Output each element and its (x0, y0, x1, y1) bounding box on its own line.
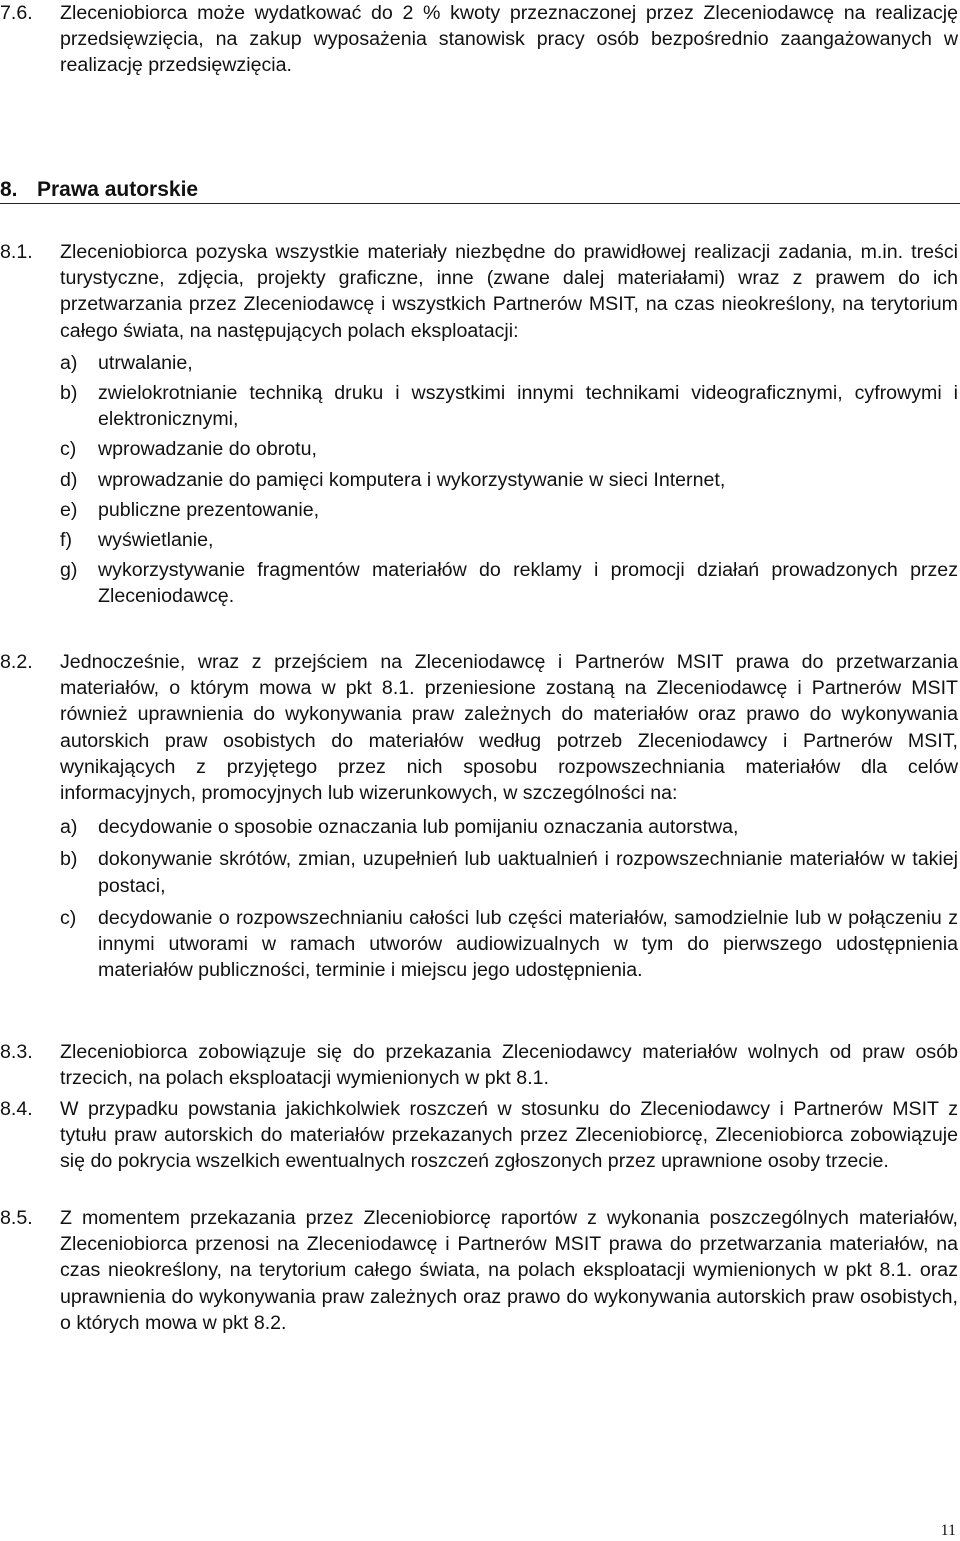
list-item-label: a) (60, 351, 78, 374)
paragraph-text: Jednocześnie, wraz z przejściem na Zleceniodawcę i Partnerów MSIT prawa do przetwarzania materiałów, o którym mowa w pkt 8.1. przeniesione zostaną na Zleceniodawcę i Partnerów MSIT również uprawnienia do wykonywania praw zależnych do materiałów oraz prawo do wykonywania autorskich praw osobistych do materiałów według potrzeb Zleceniodawcy i Partnerów MSIT, wynikających z przyjętego przez nich sposobu rozpowszechniania materiałów dla celów informacyjnych, promocyjnych lub wizerunkowych, w szczególności na: (60, 651, 958, 805)
section-title: Prawa autorskie (37, 178, 199, 201)
list-item-text: wyświetlanie, (98, 529, 214, 552)
list-item-text: wykorzystywanie fragmentów materiałów do reklamy i promocji działań prowadzonych przez Zleceniodawcę. (98, 559, 958, 608)
list-item (60, 557, 958, 609)
paragraph-text: W przypadku powstania jakichkolwiek roszczeń w stosunku do Zleceniodawcy i Partnerów MSIT z tytułu praw autorskich do materiałów przekazanych przez Zleceniobiorcę, Zleceniobiorca zobowiązuje się do pokrycia wszelkich ewentualnych roszczeń zgłoszonych przez uprawnione osoby trzecie. (60, 1098, 958, 1173)
list-item-label: e) (60, 498, 78, 521)
list-item-label: d) (60, 468, 78, 491)
list-item (60, 350, 958, 376)
exploitation-fields-list (0, 350, 958, 610)
paragraph-8-5 (0, 1205, 958, 1336)
list-item (60, 846, 958, 898)
paragraph-text: Zleceniobiorca pozyska wszystkie materiały niezbędne do prawidłowej realizacji zadania, m.in. treści turystyczne, zdjęcia, projekty graficzne, inne (zwane dalej materiałami) wraz z prawem do ich przetwarzania przez Zleceniodawcę i wszystkich Partnerów MSIT, na czas nieokreślony, na terytorium całego świata, na następujących polach eksploatacji: (60, 241, 958, 342)
list-item-label: g) (60, 559, 78, 582)
paragraph-text: Z momentem przekazania przez Zleceniobiorcę raportów z wykonania poszczególnych materiałów, Zleceniobiorca przenosi na Zleceniodawcę i Partnerów MSIT prawa do przetwarzania materiałów, na czas nieokreślony, na terytorium całego świata, na polach eksploatacji wymienionych w pkt 8.1. oraz uprawnienia do wykonywania praw zależnych oraz prawo do wykonywania autorskich praw osobistych, o których mowa w pkt 8.2. (60, 1207, 958, 1334)
list-item-text: wprowadzanie do obrotu, (98, 438, 317, 461)
paragraph-number: 7.6. (0, 2, 33, 24)
list-item-label: c) (60, 438, 77, 461)
list-item-label: f) (60, 529, 72, 552)
list-item (60, 380, 958, 432)
list-item-label: c) (60, 906, 77, 929)
list-item-text: dokonywanie skrótów, zmian, uzupełnień lub uaktualnień i rozpowszechnianie materiałów w takiej postaci, (98, 848, 958, 897)
section-divider (0, 203, 960, 204)
list-item (60, 527, 958, 553)
paragraph-number: 8.5. (0, 1207, 33, 1229)
paragraph-8-3 (0, 1039, 958, 1091)
list-item (60, 814, 958, 840)
list-item (60, 467, 958, 493)
list-item-text: decydowanie o sposobie oznaczania lub pomijaniu oznaczania autorstwa, (98, 816, 739, 839)
list-item-text: publiczne prezentowanie, (98, 498, 320, 521)
paragraph-8-4 (0, 1096, 958, 1175)
paragraph-8-2 (0, 649, 958, 983)
paragraph-number: 8.1. (0, 241, 33, 263)
section-number: 8. (0, 178, 18, 201)
paragraph-number: 8.3. (0, 1041, 33, 1063)
list-item (60, 905, 958, 984)
list-item (60, 497, 958, 523)
paragraph-7-6 (0, 0, 958, 79)
list-item-text: wprowadzanie do pamięci komputera i wykorzystywanie w sieci Internet, (98, 468, 726, 491)
list-item-text: decydowanie o rozpowszechnianiu całości lub części materiałów, samodzielnie lub w połączeniu z innymi utworami w ramach utworów audiowizualnych w tym do pierwszego udostępnienia materiałów publiczności, terminie i miejscu jego udostępnienia. (98, 906, 958, 982)
list-item-text: utrwalanie, (98, 351, 193, 374)
paragraph-8-1 (0, 239, 958, 610)
list-item-text: zwielokrotnianie techniką druku i wszystkimi innymi technikami videograficznymi, cyfrowymi i elektronicznymi, (98, 382, 958, 431)
rights-list (0, 814, 958, 983)
list-item-label: b) (60, 848, 78, 871)
paragraph-text: Zleceniobiorca zobowiązuje się do przekazania Zleceniodawcy materiałów wolnych od praw osób trzecich, na polach eksploatacji wymienionych w pkt 8.1. (60, 1041, 958, 1090)
page-number: 11 (940, 1522, 956, 1539)
list-item (60, 436, 958, 462)
list-item-label: a) (60, 816, 78, 839)
paragraph-text: Zleceniobiorca może wydatkować do 2 % kwoty przeznaczonej przez Zleceniodawcę na realizację przedsięwzięcia, na zakup wyposażenia stanowisk pracy osób bezpośrednio zaangażowanych w realizację przedsięwzięcia. (60, 2, 958, 77)
paragraph-number: 8.4. (0, 1098, 33, 1120)
paragraph-number: 8.2. (0, 651, 33, 673)
list-item-label: b) (60, 382, 78, 405)
section-heading (0, 175, 958, 205)
